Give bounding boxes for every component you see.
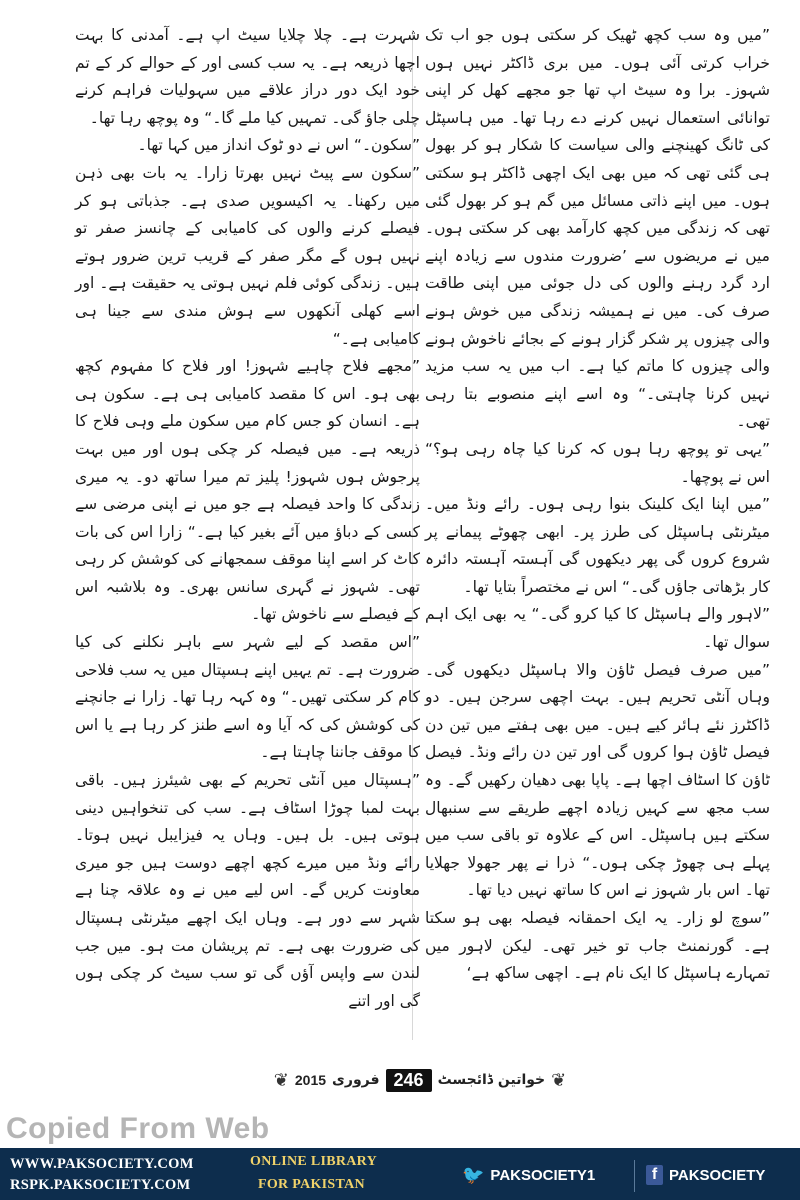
facebook-icon: f [646, 1165, 663, 1185]
library-label: ONLINE LIBRARY [250, 1154, 378, 1169]
facebook-link[interactable] [646, 1165, 765, 1185]
ornament-icon: ❦ [551, 1069, 567, 1091]
page-number: 246 [386, 1069, 432, 1092]
paragraph: ”میں وہ سب کچھ ٹھیک کر سکتی ہوں جو اب تک خراب کرتی آئی ہوں۔ میں بری ڈاکٹر نہیں ہوں شہوز۔ برا وہ سیٹ اپ تھا جو مجھے کھل کر اپنی توانائی استعمال نہیں کرنے دے رہا تھا۔ میں ہاسپٹل کی ٹانگ کھینچنے والی سیاست کا شکار ہو کر بھول ہی گئی تھی کہ میں بھی ایک اچھی ڈاکٹر ہو سکتی ہوں۔ میں اپنے ذاتی مسائل میں گم ہو کر بھول گئی تھی کہ زندگی میں کچھ کارآمد بھی کر سکتی ہوں۔ میں نے مریضوں سے ’ضرورت مندوں سے زیادہ اپنے ارد گرد رہنے والوں کی دل جوئی میں اپنی طاقت صرف کی۔ میں نے ہمیشہ زندگی میں خوش ہونے والی چیزوں پر شکر گزار ہونے کے بجائے ناخوش ہونے والی چیزوں کا ماتم کیا ہے۔ اب میں یہ سب مزید نہیں کرنا چاہتی۔“ وہ اسے اپنے منصوبے بتا رہی تھی۔ [425, 26, 770, 431]
paragraph: ”یہی تو پوچھ رہا ہوں کہ کرنا کیا چاہ رہی ہو؟“ اس نے پوچھا۔ [425, 439, 770, 486]
paragraph: ”میں اپنا ایک کلینک بنوا رہی ہوں۔ رائے ونڈ میں۔ میٹرنٹی ہاسپٹل کی طرز پر۔ ابھی چھوٹے پیمانے پر شروع کروں گی پھر دیکھوں گی آہستہ آہستہ دائرہ کار بڑھاتی جاؤں گی۔“ اس نے مختصراً بتایا تھا۔ [425, 495, 770, 596]
paragraph: ”سوچ لو زار۔ یہ ایک احمقانہ فیصلہ بھی ہو سکتا ہے۔ گورنمنٹ جاب تو خیر تھی۔ لیکن لاہور میں تمہارے ہاسپٹل کا ایک نام ہے۔ اچھی ساکھ ہے‘ [425, 909, 770, 983]
paragraph: ”ہسپتال میں آنٹی تحریم کے بھی شیئرز ہیں۔ باقی بہت لمبا چوڑا اسٹاف ہے۔ سب کی تنخواہیں دینی ہوتی ہیں۔ بل ہیں۔ وہاں یہ فیزایبل نہیں ہوتا۔ رائے ونڈ میں میرے کچھ اچھے دوست ہیں جو میری معاونت کریں گے۔ اس لیے میں نے وہ علاقہ چنا ہے شہر سے دور ہے۔ وہاں ایک اچھے میٹرنٹی ہسپتال کی ضرورت بھی ہے۔ تم پریشان مت ہو۔ میں جب لندن سے واپس آؤں گی تو سب سیٹ کر چکی ہوں گی اور اتنے [75, 771, 420, 1010]
copied-from-web-label: Copied From Web [6, 1112, 270, 1145]
article-column-right [425, 22, 770, 988]
issue-year: 2015 [294, 1072, 327, 1088]
twitter-icon: 🐦 [462, 1165, 485, 1185]
paragraph: ”سکون سے پیٹ نہیں بھرتا زارا۔ یہ بات بھی ذہن میں رکھنا۔ یہ اکیسویں صدی ہے۔ جذباتی ہو کر فیصلے کرنے والوں کی کامیابی کے چانسز صفر تو نہیں ہوں گے مگر صفر کے قریب ترین ضرور ہوتے ہیں۔ زندگی کوئی فلم نہیں ہوتی یہ حقیقت ہے۔ اور اسے کھلی آنکھوں سے ہوش مندی سے جینا ہی کامیابی ہے۔“ [75, 163, 420, 348]
paragraph: ”اس مقصد کے لیے شہر سے باہر نکلنے کی کیا ضرورت ہے۔ تم یہیں اپنے ہسپتال میں یہ سب فلاحی کام کر سکتی تھیں۔“ وہ کہہ رہا تھا۔ زارا نے جانچنے کی کوشش کی کہ آیا وہ اسے طنز کر رہا ہے یا اس کا موقف جاننا چاہتا ہے۔ [75, 633, 420, 762]
magazine-name: خواتین ڈائجسٹ [437, 1072, 546, 1088]
paragraph: ”سکون۔“ اس نے دو ٹوک انداز میں کہا تھا۔ [137, 136, 420, 155]
banner-separator [634, 1160, 635, 1192]
paragraph: ”میں صرف فیصل ٹاؤن والا ہاسپٹل دیکھوں گی۔ وہاں آنٹی تحریم ہیں۔ بہت اچھی سرجن ہیں۔ دو ڈاکٹرز نئے ہائر کیے ہیں۔ میں بھی ہفتے میں تین دن فیصل ٹاؤن ہوا کروں گی اور تین دن رائے ونڈ۔ فیصل ٹاؤن کا اسٹاف اچھا ہے۔ پاپا بھی دھیان رکھیں گے۔ وہ سب مجھ سے کہیں زیادہ اچھے طریقے سے سنبھال سکتے ہیں ہاسپٹل۔ اس کے علاوہ تو باقی سب میں پہلے ہی چھوڑ چکی ہوں۔“ ذرا نے پھر جھولا جھلایا تھا۔ اس بار شہوز نے اس کا ساتھ نہیں دیا تھا۔ [425, 660, 770, 900]
website-link-secondary[interactable]: RSPK.PAKSOCIETY.COM [10, 1177, 191, 1193]
website-link[interactable]: WWW.PAKSOCIETY.COM [10, 1156, 194, 1172]
paragraph: ”مجھے فلاح چاہیے شہوز! اور فلاح کا مفہوم کچھ بھی ہو۔ اس کا مقصد کامیابی ہی ہے۔ سکون ہی ہے۔ انسان کو جس کام میں سکون ملے وہی فلاح کا ذریعہ ہے۔ میں فیصلہ کر چکی ہوں اور میں بہت پرجوش ہوں شہوز! پلیز تم میرا ساتھ دو۔ یہ میری زندگی کا واحد فیصلہ ہے جو میں نے اپنی مرضی سے کسی کے دباؤ میں آئے بغیر کیا ہے۔“ زارا اس کی بات کاٹ کر اسے اپنا موقف سمجھانے کی کوشش کر رہی تھی۔ شہوز نے گہری سانس بھری۔ وہ بلاشبہ اس کے فیصلے سے ناخوش تھا۔ [75, 357, 420, 624]
twitter-handle: PAKSOCIETY1 [490, 1167, 596, 1184]
library-label-sub: FOR PAKISTAN [258, 1177, 365, 1192]
twitter-link[interactable] [462, 1165, 595, 1186]
issue-month: فروری [332, 1072, 380, 1088]
paragraph: شہرت ہے۔ چلا چلایا سیٹ اپ ہے۔ آمدنی کا بہت اچھا ذریعہ ہے۔ یہ سب کسی اور کے حوالے کر کے تم خود ایک دور دراز علاقے میں سہولیات فراہم کرنے چلی جاؤ گی۔ تمہیں کیا ملے گا۔“ وہ پوچھ رہا تھا۔ [75, 26, 420, 127]
page-footer [270, 1066, 570, 1094]
ornament-icon: ❦ [273, 1069, 289, 1091]
article-column-left [75, 22, 420, 1015]
facebook-handle: PAKSOCIETY [669, 1166, 766, 1184]
paragraph: ”لاہور والے ہاسپٹل کا کیا کرو گی۔“ یہ بھی ایک اہم سوال تھا۔ [425, 605, 770, 652]
